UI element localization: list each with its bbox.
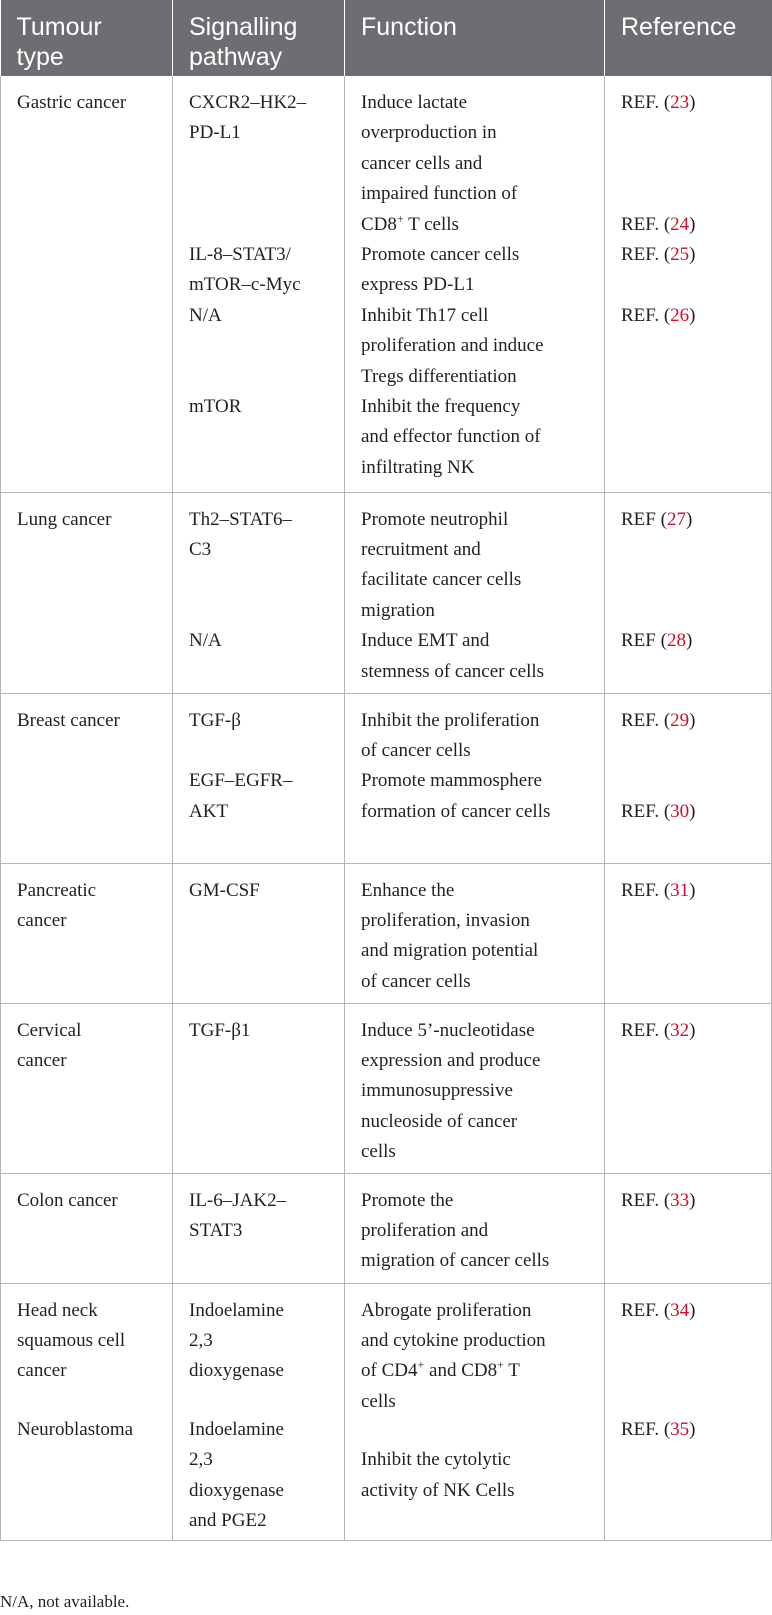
ref-link[interactable]: 32 — [670, 1019, 690, 1041]
function-cell: Promote neutrophil recruitment and facilitate cancer cells migration Induce EMT and stemness of cancer cells — [345, 492, 605, 693]
reference-cell: REF. (34) REF. (35) — [605, 1283, 772, 1540]
tumour-type-cell: Head neck squamous cell cancer Neuroblastoma — [1, 1283, 173, 1540]
ref-link[interactable]: 29 — [670, 709, 690, 731]
table-row — [1, 863, 772, 1003]
header-tumour-type: Tumour type — [1, 0, 173, 76]
function-cell: Induce 5’-nucleotidase expression and produce immunosuppressive nucleoside of cancer cells — [345, 1003, 605, 1173]
pathway-cell: Indoelamine 2,3 dioxygenase Indoelamine 2,3 dioxygenase and PGE2 — [173, 1283, 345, 1540]
ref-link[interactable]: 31 — [670, 879, 690, 901]
table-footnote: N/A, not available. — [0, 1592, 130, 1611]
table-row — [1, 1173, 772, 1283]
header-reference: Reference — [605, 0, 772, 76]
ref-link[interactable]: 24 — [670, 213, 690, 235]
pathway-cell: GM-CSF — [173, 863, 345, 1003]
ref-link[interactable]: 35 — [670, 1418, 690, 1440]
pathway-cell: CXCR2–HK2– PD-L1 IL-8–STAT3/ mTOR–c-Myc N/A mTOR — [173, 76, 345, 492]
table-row — [1, 492, 772, 693]
ref-link[interactable]: 34 — [670, 1299, 690, 1321]
ref-link[interactable]: 25 — [670, 243, 690, 265]
function-cell: Induce lactate overproduction in cancer cells and impaired function of CD8+ T cells Promote cancer cells express PD-L1 Inhibit Th17 cell proliferation and induce Tregs differentiation Inhibit the frequency and effector function of infiltrating NK — [345, 76, 605, 492]
table-row — [1, 1003, 772, 1173]
function-cell: Enhance the proliferation, invasion and migration potential of cancer cells — [345, 863, 605, 1003]
tumour-type-cell: Cervical cancer — [1, 1003, 173, 1173]
reference-cell: REF. (33) — [605, 1173, 772, 1283]
tumour-type-cell: Breast cancer — [1, 693, 173, 863]
ref-link[interactable]: 27 — [666, 508, 686, 530]
function-cell: Abrogate proliferation and cytokine production of CD4+ and CD8+ T cells Inhibit the cytolytic activity of NK Cells — [345, 1283, 605, 1540]
ref-link[interactable]: 26 — [670, 304, 690, 326]
reference-cell: REF. (32) — [605, 1003, 772, 1173]
tumour-type-cell: Lung cancer — [1, 492, 173, 693]
header-row — [1, 0, 772, 76]
pathway-cell: TGF-β EGF–EGFR– AKT — [173, 693, 345, 863]
reference-cell: REF. (31) — [605, 863, 772, 1003]
tumour-type-cell: Gastric cancer — [1, 76, 173, 492]
ref-link[interactable]: 33 — [670, 1189, 690, 1211]
ref-link[interactable]: 23 — [670, 92, 690, 113]
pathway-cell: Th2–STAT6– C3 N/A — [173, 492, 345, 693]
reference-cell: REF (27) REF (28) — [605, 492, 772, 693]
tumour-type-cell: Pancreatic cancer — [1, 863, 173, 1003]
pathway-cell: IL-6–JAK2– STAT3 — [173, 1173, 345, 1283]
tumour-type-cell: Colon cancer — [1, 1173, 173, 1283]
header-signalling-pathway: Signalling pathway — [173, 0, 345, 76]
pathway-cell: TGF-β1 — [173, 1003, 345, 1173]
ref-link[interactable]: 30 — [670, 800, 690, 822]
reference-cell: REF. (29) REF. (30) — [605, 693, 772, 863]
header-function: Function — [345, 0, 605, 76]
table-row — [1, 76, 772, 492]
table-row — [1, 693, 772, 863]
reference-cell: REF. (23) REF. (24) REF. (25) REF. (26) — [605, 76, 772, 492]
table-row — [1, 1283, 772, 1540]
ref-link[interactable]: 28 — [666, 630, 686, 652]
function-cell: Inhibit the proliferation of cancer cells Promote mammosphere formation of cancer cells — [345, 693, 605, 863]
function-cell: Promote the proliferation and migration of cancer cells — [345, 1173, 605, 1283]
